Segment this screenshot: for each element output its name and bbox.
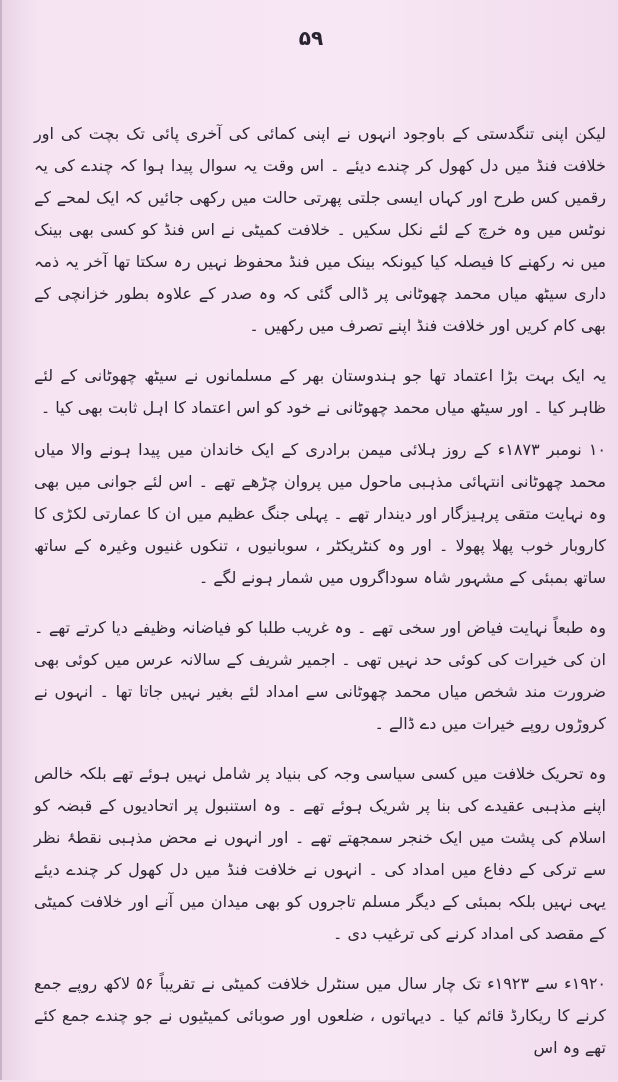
paragraph-3: ۱۰ نومبر ۱۸۷۳ء کے روز ہلائی میمن برادری کے ایک خاندان میں پیدا ہونے والا میاں محمد چھوٹانی انتہائی مذہبی ماحول میں پروان چڑھے تھے ۔ اس لئے جوانی میں بھی وہ نہایت متقی پرہیزگار اور دیندار تھے ۔ پہلی جنگ عظیم میں ان کا عمارتی لکڑی کا کاروبار خوب پھلا پھولا ۔ اور وہ کنٹریکٹر ، سوبانیوں ، تنکوں غنیوں وغیرہ کے ساتھ ساتھ بمبئی کے مشہور شاہ سوداگروں میں شمار ہونے لگے ۔ bbox=[34, 440, 607, 587]
page-number: ۵۹ bbox=[298, 26, 324, 50]
paragraph-5: وہ تحریک خلافت میں کسی سیاسی وجہ کی بنیاد پر شامل نہیں ہوئے تھے بلکہ خالص اپنے مذہبی عقیدے کی بنا پر شریک ہوئے تھے ۔ وہ استنبول پر اتحادیوں کے قبضہ کو اسلام کی پشت میں ایک خنجر سمجھتے تھے ۔ اور انہوں نے محض مذہبی نقطۂ نظر سے ترکی کے دفاع میں امداد کی ۔ انہوں نے خلافت فنڈ میں دل کھول کر چندے دیئے یہی نہیں بلکہ بمبئی کے دیگر مسلم تاجروں کو بھی میدان میں آنے اور خلافت کمیٹی کے مقصد کی امداد کرنے کی ترغیب دی ۔ bbox=[34, 764, 606, 943]
body-text bbox=[34, 118, 606, 1082]
paragraph-6: ۱۹۲۰ء سے ۱۹۲۳ء تک چار سال میں سنٹرل خلافت کمیٹی نے تقریباً ۵۶ لاکھ روپے جمع کرنے کا ریکارڈ قائم کیا ۔ دیہاتوں ، ضلعوں اور صوبائی کمیٹیوں نے جو چندے جمع کئے تھے وہ اس bbox=[34, 974, 607, 1057]
paragraph-2: یہ ایک بہت بڑا اعتماد تھا جو ہندوستان بھر کے مسلمانوں نے سیٹھ چھوٹانی کے لئے ظاہر کیا ۔ اور سیٹھ میاں محمد چھوٹانی نے خود کو اس اعتماد کا اہل ثابت بھی کیا ۔ bbox=[34, 366, 606, 417]
paragraph-1: لیکن اپنی تنگدستی کے باوجود انہوں نے اپنی کمائی کی آخری پائی تک بچت کی اور خلافت فنڈ میں دل کھول کر چندے دیئے ۔ اس وقت یہ سوال پیدا ہوا کہ چندے کی یہ رقمیں کس طرح اور کہاں ایسی جلتی پھرتی حالت میں رکھی جائیں کہ ایک لمحے کے نوٹس میں وہ خرچ کے لئے نکل سکیں ۔ خلافت کمیٹی نے اس فنڈ کو کسی بھی بینک میں نہ رکھنے کا فیصلہ کیا کیونکہ بینک میں فنڈ محفوظ نہیں رہ سکتا تھا آخر یہ ذمہ داری سیٹھ میاں محمد چھوٹانی پر ڈالی گئی کہ وہ صدر کے علاوہ بطور خزانچی کے بھی کام کریں اور خلافت فنڈ اپنے تصرف میں رکھیں ۔ bbox=[34, 124, 606, 335]
paragraph-4: وہ طبعاً نہایت فیاض اور سخی تھے ۔ وہ غریب طلبا کو فیاضانہ وظیفے دیا کرتے تھے ۔ ان کی خیرات کی کوئی حد نہیں تھی ۔ اجمیر شریف کے سالانہ عرس میں کوئی بھی ضرورت مند شخص میاں محمد چھوٹانی سے امداد لئے بغیر نہیں جاتا تھا ۔ انہوں نے کروڑوں روپے خیرات میں دے ڈالے ۔ bbox=[34, 618, 607, 733]
